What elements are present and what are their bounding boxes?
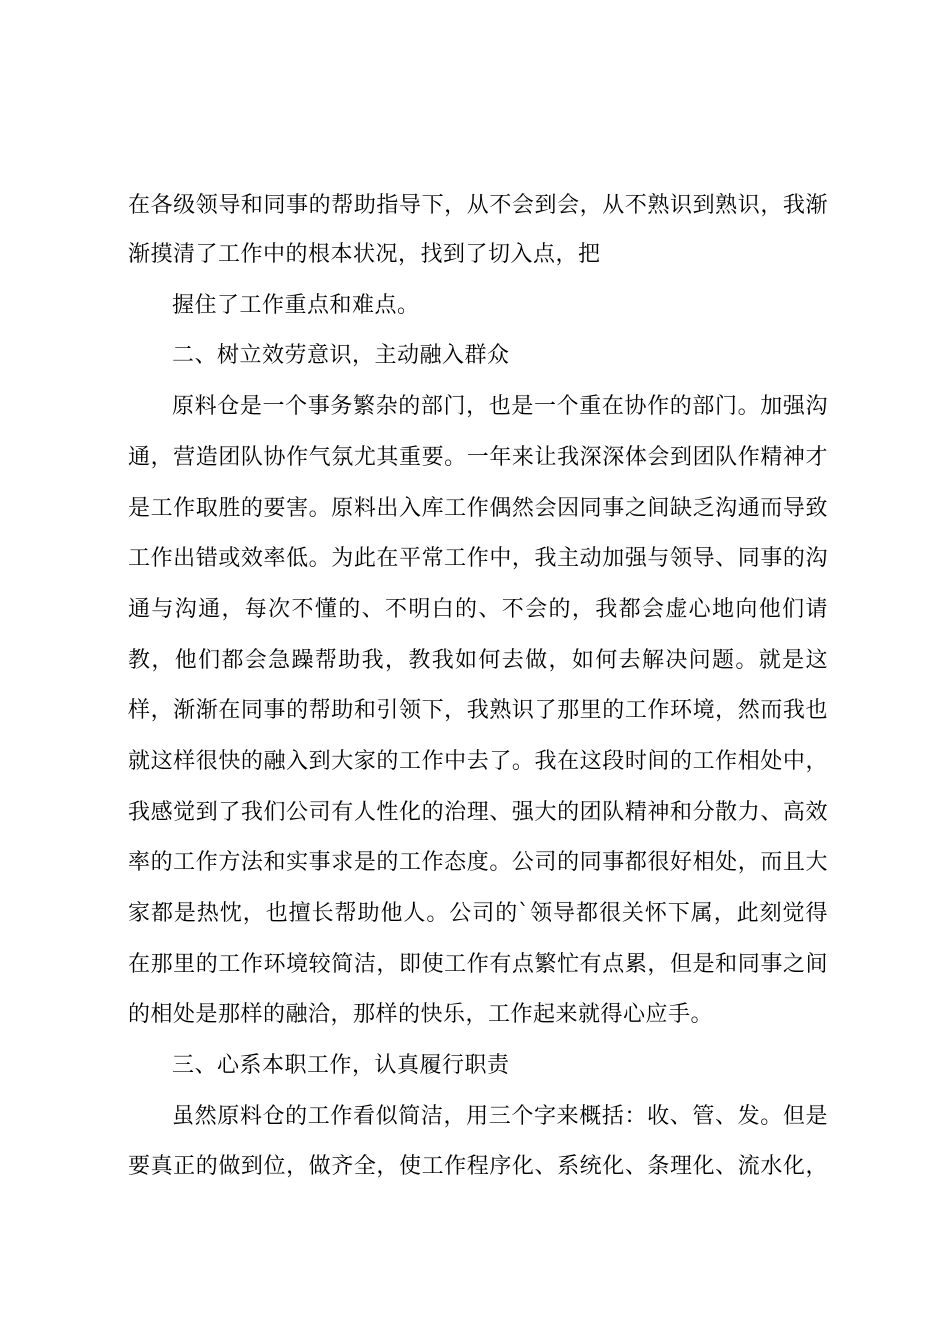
text-line-3: 握住了工作重点和难点。	[172, 293, 420, 318]
text-line-20: 要真正的做到位，做齐全，使工作程序化、系统化、条理化、流水化，	[128, 1154, 828, 1179]
section-heading-2: 二、树立效劳意识，主动融入群众	[172, 343, 510, 368]
text-line-1: 在各级领导和同事的帮助指导下，从不会到会，从不熟识到熟识，我渐	[128, 193, 828, 218]
text-line-10: 教，他们都会急躁帮助我，教我如何去做，如何去解决问题。就是这	[128, 648, 828, 673]
text-line-12: 就这样很快的融入到大家的工作中去了。我在这段时间的工作相处中，	[128, 749, 828, 774]
section-heading-3: 三、心系本职工作，认真履行职责	[172, 1053, 510, 1078]
text-line-16: 在那里的工作环境较简洁，即使工作有点繁忙有点累，但是和同事之间	[128, 952, 828, 977]
text-line-2: 渐摸清了工作中的根本状况，找到了切入点，把	[128, 242, 601, 267]
text-line-17: 的相处是那样的融洽，那样的快乐，工作起来就得心应手。	[128, 1002, 714, 1027]
text-line-15: 家都是热忱，也擅长帮助他人。公司的`领导都很关怀下属，此刻觉得	[128, 901, 828, 926]
text-line-7: 是工作取胜的要害。原料出入库工作偶然会因同事之间缺乏沟通而导致	[128, 496, 828, 521]
text-line-19: 虽然原料仓的工作看似简洁，用三个字来概括：收、管、发。但是	[172, 1104, 828, 1129]
text-line-9: 通与沟通，每次不懂的、不明白的、不会的，我都会虚心地向他们请	[128, 597, 828, 622]
text-line-11: 样，渐渐在同事的帮助和引领下，我熟识了那里的工作环境，然而我也	[128, 698, 828, 723]
text-line-14: 率的工作方法和实事求是的工作态度。公司的同事都很好相处，而且大	[128, 850, 828, 875]
text-line-13: 我感觉到了我们公司有人性化的治理、强大的团队精神和分散力、高效	[128, 800, 828, 825]
text-line-8: 工作出错或效率低。为此在平常工作中，我主动加强与领导、同事的沟	[128, 546, 828, 571]
text-line-6: 通，营造团队协作气氛尤其重要。一年来让我深深体会到团队作精神才	[128, 445, 828, 470]
text-line-5: 原料仓是一个事务繁杂的部门，也是一个重在协作的部门。加强沟	[172, 394, 828, 419]
